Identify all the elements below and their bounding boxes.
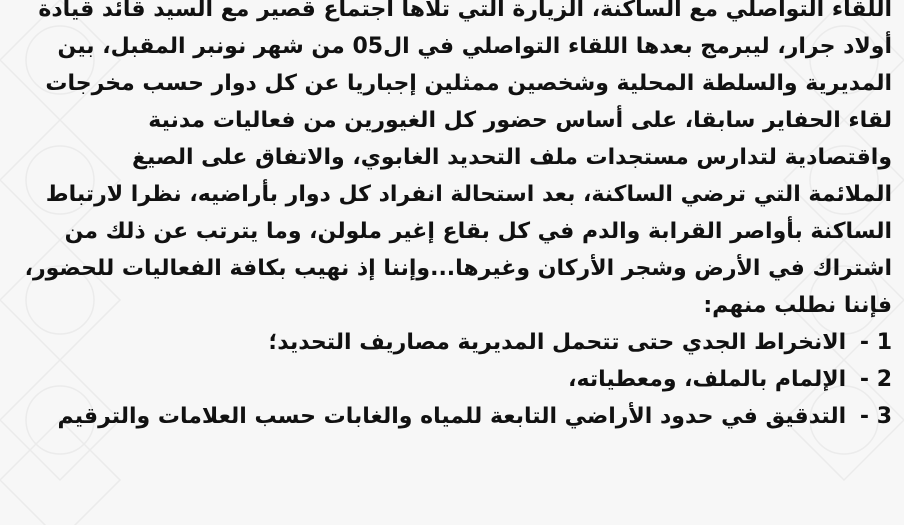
paragraph-line: لقاء الحفاير سابقا، على أساس حضور كل الغيورين من فعاليات مدنية (148, 108, 892, 133)
document-body (24, 0, 892, 435)
list-item (30, 361, 892, 398)
list-item-number: 1 - (859, 330, 892, 355)
paragraph-line: اشتراك في الأرض وشجر الأركان وغيرها...وإننا إذ نهيب بكافة الفعاليات للحضور، (24, 256, 892, 281)
paragraph-line: فإننا نطلب منهم: (703, 293, 892, 318)
list-item-number: 2 - (859, 367, 892, 392)
list-item-text: التدقيق في حدود الأراضي التابعة للمياه والغابات حسب العلامات والترقيم (57, 404, 847, 429)
paragraph-line: اللقاء التواصلي مع الساكنة، الزيارة التي تلاها اجتماع قصير مع السيد قائد قيادة (38, 0, 892, 22)
paragraph-line: أولاد جرار، ليبرمج بعدها اللقاء التواصلي في ال05 من شهر نونبر المقبل، بين (57, 34, 892, 59)
paragraph-line: واقتصادية لتدارس مستجدات ملف التحديد الغابوي، والاتفاق على الصيغ (132, 145, 892, 170)
list-item-number: 3 - (859, 404, 892, 429)
paragraph-line: المديرية والسلطة المحلية وشخصين ممثلين إجباريا عن كل دوار حسب مخرجات (45, 71, 892, 96)
paragraph-line: الملائمة التي ترضي الساكنة، بعد استحالة انفراد كل دوار بأراضيه، نظرا لارتباط (45, 182, 892, 207)
list-item-text: الانخراط الجدي حتى تتحمل المديرية مصاريف التحديد؛ (268, 330, 847, 355)
list-item (30, 324, 892, 361)
list-item-text: الإلمام بالملف، ومعطياته، (568, 367, 847, 392)
paragraph-line: الساكنة بأواصر القرابة والدم في كل بقاع إغير ملولن، وما يترتب عن ذلك من (64, 219, 892, 244)
list-item (30, 398, 892, 435)
